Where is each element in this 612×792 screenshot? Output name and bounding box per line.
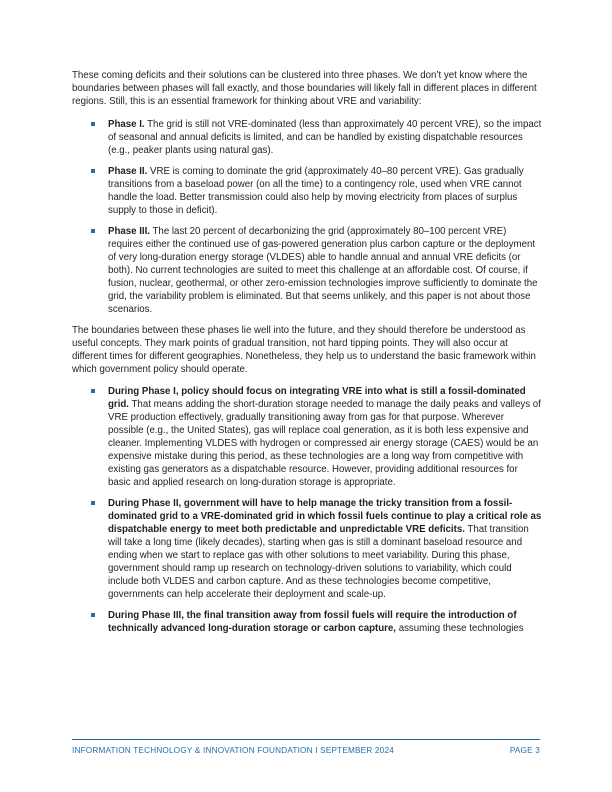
list-item — [108, 385, 542, 489]
bullet-square-icon — [91, 229, 95, 233]
bullet-square-icon — [91, 122, 95, 126]
phase-text: The grid is still not VRE-dominated (less than approximately 40 percent VRE), so the impact of seasonal and annual deficits is limited, and can be handled by existing dispatchable resources (e.g., peaker plants using natural gas). — [108, 119, 542, 156]
policy-text: That transition will take a long time (likely decades), starting when gas is still a dominant baseload resource and ending when we start to replace gas with other solutions to meet variability. During this phase, government should ramp up research on technology-driven solutions to variability, which could include both VLDES and carbon capture. And as these technologies become competitive, governments can help accelerate their deployment and scale-up. — [108, 524, 529, 600]
phase-list — [72, 118, 542, 316]
bullet-square-icon — [91, 169, 95, 173]
policy-text: assuming these technologies — [396, 623, 524, 634]
bullet-square-icon — [91, 389, 95, 393]
phase-text: VRE is coming to dominate the grid (approximately 40–80 percent VRE). Gas gradually transitions from a baseload power (on all the time) to a contingency role, used when VRE cannot handle the load. Better transmission could also help by moving electricity from places of surplus supply to those in deficit). — [108, 166, 524, 216]
bullet-square-icon — [91, 613, 95, 617]
list-item — [108, 497, 542, 601]
bullet-square-icon — [91, 501, 95, 505]
policy-lead: During Phase II, government will have to help manage the tricky transition from a fossil-dominated grid to a VRE-dominated grid in which fossil fuels continue to play a critical role as dispatchable energy to meet both predictable and unpredictable VRE deficits. — [108, 498, 542, 535]
list-item — [108, 165, 542, 217]
list-item — [108, 225, 542, 316]
phase-title: Phase I. — [108, 119, 145, 130]
policy-lead: During Phase III, the final transition away from fossil fuels will require the introduction of technically advanced long-duration storage or carbon capture, — [108, 610, 517, 634]
phase-text: The last 20 percent of decarbonizing the grid (approximately 80–100 percent VRE) requires either the continued use of gas-powered generation plus carbon capture or the deployment of very long-duration energy storage (VLDES) able to handle annual and annual VRE deficits (or both). No current technologies are suited to meet this challenge at an affordable cost. Of course, if fusion, nuclear, geothermal, or other zero-emission technologies improve sufficiently to dominate the grid, the variability problem is eliminated. But that seems unlikely, and this paper is not about those scenarios. — [108, 226, 538, 315]
phase-title: Phase II. — [108, 166, 148, 177]
footer-publisher: INFORMATION TECHNOLOGY & INNOVATION FOUNDATION I SEPTEMBER 2024 — [72, 746, 394, 755]
policy-text: That means adding the short-duration storage needed to manage the daily peaks and valleys of VRE production effectively, gradually transitioning away from gas for that purpose. Wherever possible (e.g., the United States), gas will replace coal generation, as it is both less expensive and cleaner. Implementing VLDES with hydrogen or compressed air energy storage (CAES) would be an expensive mistake during this period, as these technologies are a long way from competitive with existing gas generators as a dispatchable resource. However, providing additional resources for basic and applied research on long-duration storage is appropriate. — [108, 399, 541, 488]
policy-lead: During Phase I, policy should focus on integrating VRE into what is still a fossil-dominated grid. — [108, 386, 526, 410]
footer-divider — [72, 739, 540, 740]
intro-paragraph: These coming deficits and their solutions can be clustered into three phases. We don’t yet know where the boundaries between phases will fall exactly, and those boundaries will likely fall in different places in different regions. Still, this is an essential framework for thinking about VRE and variability: — [72, 70, 537, 107]
page-number: PAGE 3 — [509, 746, 540, 755]
list-item — [108, 118, 542, 157]
page-body — [72, 69, 542, 643]
list-item — [108, 609, 542, 635]
policy-list — [72, 385, 542, 635]
phase-title: Phase III. — [108, 226, 150, 237]
boundaries-paragraph: The boundaries between these phases lie well into the future, and they should therefore be understood as useful concepts. They mark points of gradual transition, not hard tipping points. They will also occur at different times for different geographies. Nonetheless, they help us to understand the basic framework within which government policy should operate. — [72, 325, 536, 375]
